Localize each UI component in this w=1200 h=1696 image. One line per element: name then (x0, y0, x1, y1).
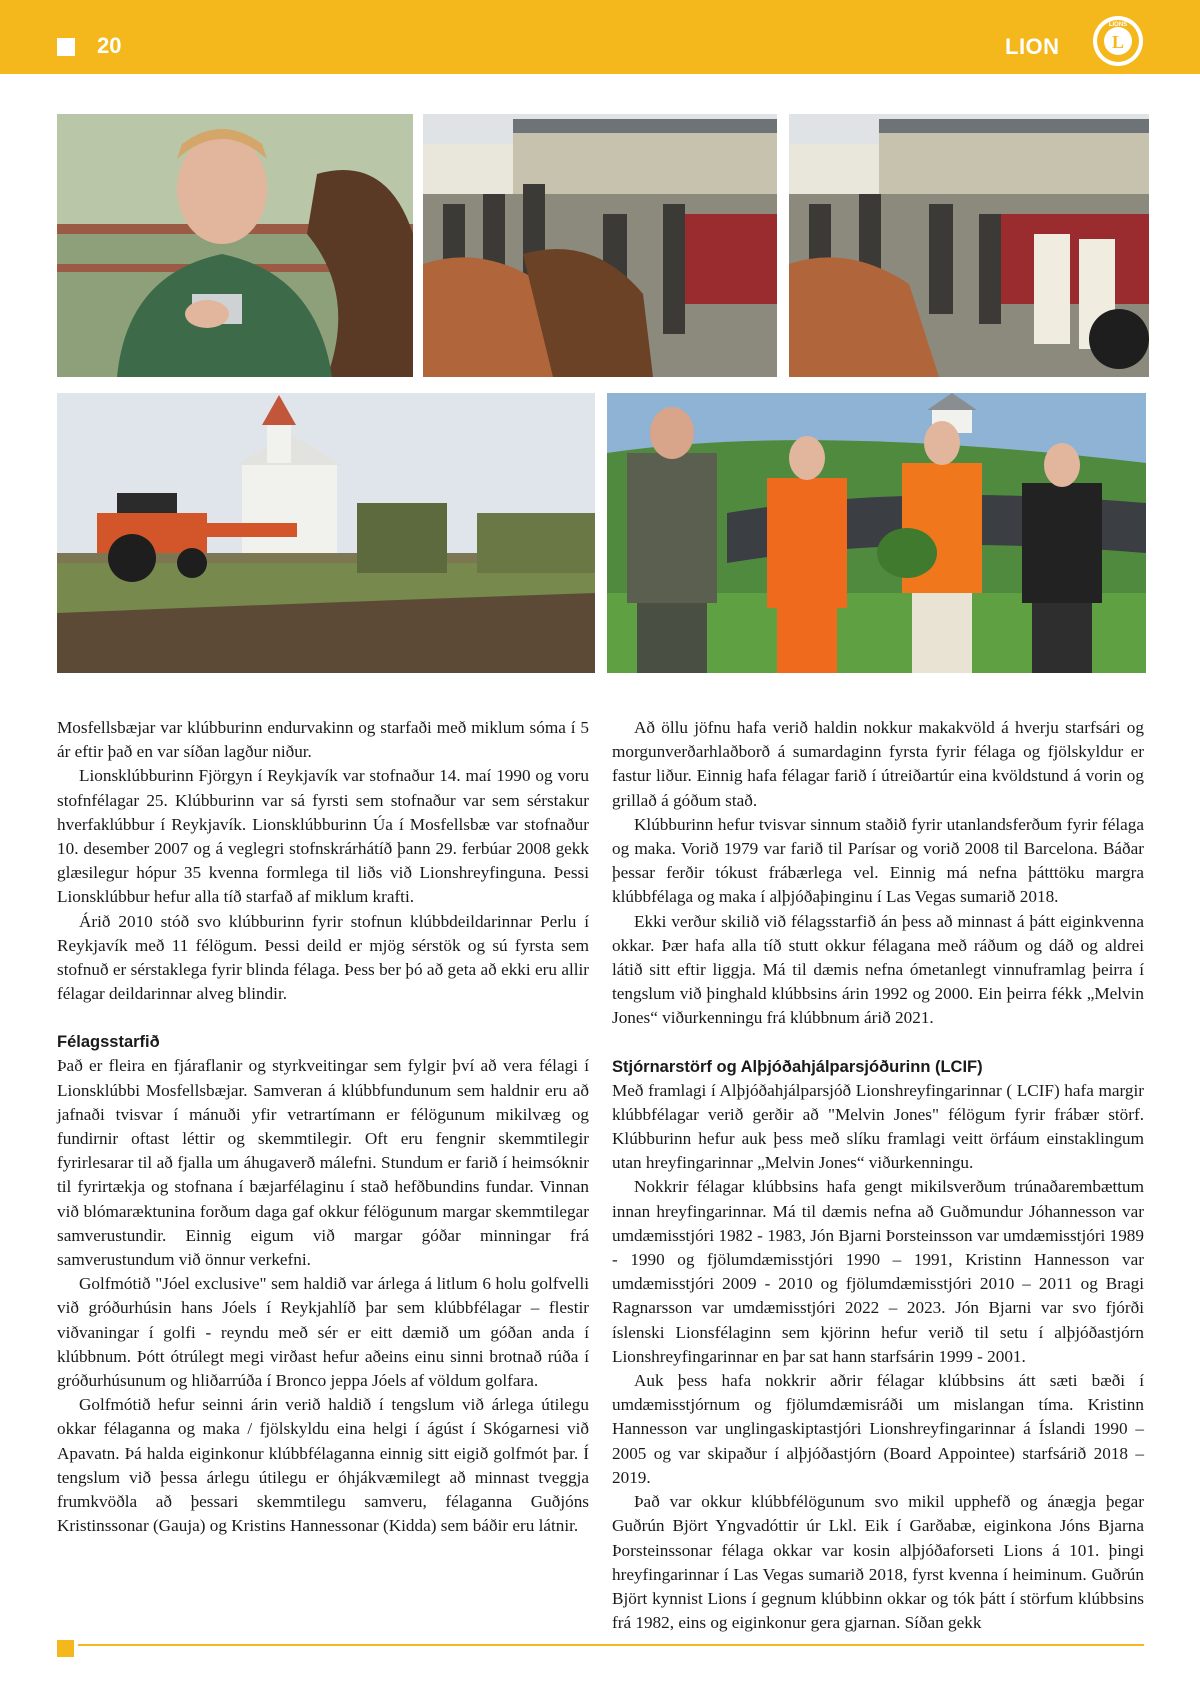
photo-horse-group-2 (789, 114, 1149, 377)
photo-tractor-church (57, 393, 595, 673)
section-heading: Félagsstarfið (57, 1033, 160, 1052)
paragraph: Það var okkur klúbbfélögunum svo mikil upphefð og ánægja þegar Guðrún Björt Yngvadóttir úr Lkl. Eik í Garðabæ, eiginkona Jóns Bjarna Þorsteinssonar félaga okkar var kosin alþjóðaforseti Lions á 101. þingi hreyfingarinnar í Las Vegas sumarið 2018, fyrst kvenna í heiminum. Guðrún Björt kynnist Lions í gegnum klúbbinn okkar og tók þátt í störfum klúbbsins frá 1982, eins og eiginkonur gera gjarnan. Síðan gekk (612, 1492, 1144, 1633)
page-number: 20 (97, 33, 122, 58)
photo-horse-group-1 (423, 114, 777, 377)
lions-logo-icon (1091, 14, 1145, 68)
header-square-marker (57, 38, 75, 56)
paragraph: Golfmótið hefur seinni árin verið haldið í tengslum við árlega útilegu okkar félaganna og maka / fjölskyldu eina helgi í ágúst í Skógarnesi við Apavatn. Þá halda eiginkonur klúbbfélaganna einnig sitt eigið golfmót þar. Í tengslum við þessa árlegu útilegu er óhjákvæmilegt að minnast tveggja frumkvöðla að þessari skemmtilegu samveru, félaganna Guðjóns Kristinssonar (Gauja) og Kristins Hannessonar (Kidda) sem báðir eru látnir. (57, 1395, 589, 1536)
paragraph: Lionsklúbburinn Fjörgyn í Reykjavík var stofnaður 14. maí 1990 og voru stofnfélagar 25. Klúbburinn var sá fyrsti sem stofnaður var sem sérstakur hverfaklúbbur í Reykjavík. Lionsklúbburinn Úa í Mosfellsbæ var stofnaður 10. desember 2007 og á veglegri stofnskrárhátíð þann 29. ferbúar 2008 gekk glæsilegur hópur 35 kvenna formlega til liðs við Lionshreyfinguna. Þessi Lionsklúbbur hefur alla tíð starfað af miklum krafti. (57, 766, 589, 907)
paragraph: Að öllu jöfnu hafa verið haldin nokkur makakvöld á hverju starfsári og morgunverðarhlaðborð á sumardaginn fyrsta fyrir félaga og fjölskyldur er fastur liður. Einnig hafa félagar farið í útreiðartúr eina kvöldstund á vorin og grillað á góðum stað. (612, 718, 1144, 810)
left-text-column (57, 716, 589, 1539)
paragraph: Auk þess hafa nokkrir aðrir félagar klúbbsins átt sæti bæði í umdæmisstjórnum og fjölumdæmisráði um mislangan tíma. Kristinn Hannesson var unglingaskiptastjóri Lionshreyfingarinnar á Íslandi 1990 – 2005 og var skipaður í alþjóðastjórn (Board Appointee) starfsárið 2018 – 2019. (612, 1371, 1144, 1487)
right-text-column (612, 716, 1144, 1635)
paragraph: Nokkrir félagar klúbbsins hafa gengt mikilsverðum trúnaðarembættum innan hreyfingarinnar. Má til dæmis nefna að Guðmundur Jóhannesson var umdæmisstjóri 1982 - 1983, Jón Bjarni Þorsteinsson var umdæmisstjóri 1989 - 1990 og fjölumdæmisstjóri 1990 – 1991, Kristinn Hannesson var umdæmisstjóri 2009 - 2010 og fjölumdæmisstjóri 2010 – 2011 og Bragi Ragnarsson var umdæmisstjóri 2022 – 2023. Jón Bjarni var svo fjórði íslenski Lionsfélaginn sem kjörinn hefur verið til setu í alþjóðastjórn Lionshreyfingarinnar en þar sat hann starfsárin 1999 - 2001. (612, 1177, 1144, 1366)
paragraph: Það er fleira en fjáraflanir og styrkveitingar sem fylgir því að vera félagi í Lionsklúbbi Mosfellsbæjar. Samveran á klúbbfundunum sem haldnir eru að jafnaði tvisvar í mánuði yfir vetrartímann er félögunum mikilvæg og fundirnir oftast léttir og skemmtilegir. Oft eru fengnir skemmtilegir fyrirlesarar til að fjalla um áhugaverð málefni. Stundum er farið í heimsóknir til fyrirtækja og stofnana í bæjarfélaginu í stað hefðbundins fundar. Vinnan við blómaræktunina forðum daga gaf okkur félögunum margar skemmtilegar samverustundir. Einnig eigum við margar góðar minningar frá samverustundum við önnur verkefni. (57, 1056, 589, 1270)
footer-square-marker (57, 1640, 74, 1657)
magazine-title: LION (1005, 34, 1060, 59)
section-heading: Stjórnarstörf og Alþjóðahjálparsjóðurinn (LCIF) (612, 1057, 983, 1076)
paragraph: Golfmótið "Jóel exclusive" sem haldið var árlega á litlum 6 holu golfvelli við gróðurhúsin hans Jóels í Reykjahlíð þar sem klúbbfélagar – flestir viðvaningar í golfi - reyndu með sér er eitt dæmið um góðan anda í klúbbnum. Þótt ótrúlegt megi virðast hefur aðeins einu sinni brotnað rúða í gróðurhúsunum og hliðarrúða í Bronco jeppa Jóels af völdum golfara. (57, 1274, 589, 1391)
footer-rule (78, 1644, 1144, 1646)
paragraph: Ekki verður skilið við félagsstarfið án þess að minnast á þátt eiginkvenna okkar. Þær hafa alla tíð stutt okkur félagana með ráðum og dáð og aldrei látið sitt eftir liggja. Má til dæmis nefna ómetanlegt vinnuframlag þeirra í tengslum við þinghald klúbbsins árin 1992 og 2000. Ein þeirra fékk „Melvin Jones“ viðurkenningu frá klúbbnum árið 2021. (612, 911, 1144, 1028)
paragraph: Mosfellsbæjar var klúbburinn endurvakinn og starfaði með miklum sóma í 5 ár eftir það en var síðan lagður niður. (57, 718, 589, 762)
paragraph: Klúbburinn hefur tvisvar sinnum staðið fyrir utanlandsferðum fyrir félaga og maka. Vorið 1979 var farið til Parísar og vorið 2008 til Barcelona. Báðar þessar ferðir tókust frábærlega vel. Einnig má nefna þátttöku margra klúbbfélaga og maka í alþjóðaþinginu í Las Vegas sumarið 2018. (612, 814, 1144, 907)
paragraph: Árið 2010 stóð svo klúbburinn fyrir stofnun klúbbdeildarinnar Perlu í Reykjavík með 11 félögum. Þessi deild er mjög sérstök og sú fyrsta sem stofnuð er sérstaklega fyrir blinda félaga. Þess ber þó að geta að ekki eru allir félagar deildarinnar alveg blindir. (57, 911, 589, 1004)
logo-lettering: LIONS (1108, 22, 1128, 28)
paragraph: Með framlagi í Alþjóðahjálparsjóð Lionshreyfingarinnar ( LCIF) hafa margir klúbbfélagar verið gerðir að "Melvin Jones" félögum fyrir frábær störf. Klúbburinn hefur auk þess með slíku framlagi veitt örfáum einstaklingum utan hreyfingarinnar „Melvin Jones“ viðurkenningu. (612, 1080, 1144, 1173)
svg-text:L: L (1111, 32, 1125, 52)
photo-man-camera (57, 114, 413, 377)
photo-tree-planting (607, 393, 1146, 673)
